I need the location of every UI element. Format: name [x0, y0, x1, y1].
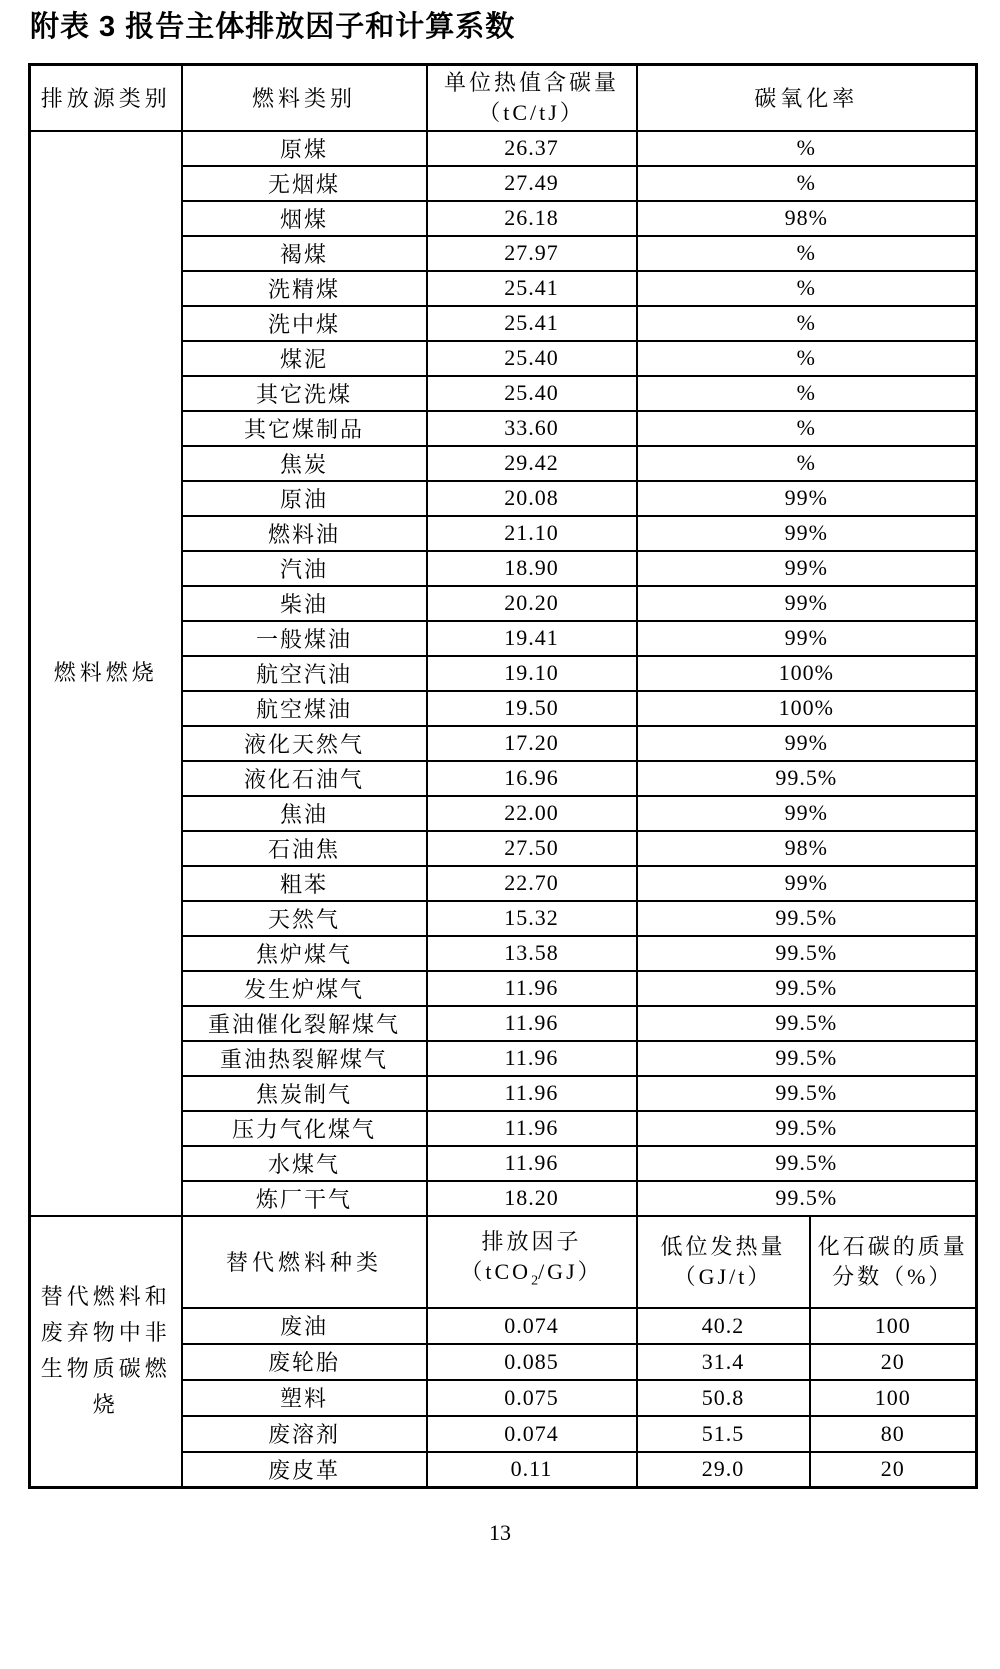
fuel-name-cell: 航空煤油 — [182, 691, 427, 726]
alt-header-fossil-fraction — [810, 1216, 977, 1308]
fuel-name-cell: 炼厂干气 — [182, 1181, 427, 1216]
fuel-name-cell: 焦油 — [182, 796, 427, 831]
fuel-name-cell: 粗苯 — [182, 866, 427, 901]
oxidation-rate-cell: 99.5% — [637, 1111, 977, 1146]
carbon-content-cell: 27.97 — [427, 236, 637, 271]
alt-fuel-name-cell: 废皮革 — [182, 1452, 427, 1488]
fossil-fraction-cell: 100 — [810, 1308, 977, 1344]
fuel-name-cell: 烟煤 — [182, 201, 427, 236]
heating-value-cell: 50.8 — [637, 1380, 810, 1416]
carbon-content-cell: 20.08 — [427, 481, 637, 516]
oxidation-rate-cell: 99.5% — [637, 901, 977, 936]
carbon-content-cell: 19.10 — [427, 656, 637, 691]
carbon-content-cell: 17.20 — [427, 726, 637, 761]
fossil-fraction-cell: 20 — [810, 1344, 977, 1380]
emission-factor-cell: 0.11 — [427, 1452, 637, 1488]
heating-value-cell: 40.2 — [637, 1308, 810, 1344]
oxidation-rate-cell: 98% — [637, 201, 977, 236]
alt-header-row — [30, 1216, 977, 1308]
fuel-name-cell: 其它煤制品 — [182, 411, 427, 446]
fuel-name-cell: 燃料油 — [182, 516, 427, 551]
header-source-category: 排放源类别 — [30, 65, 182, 131]
fuel-name-cell: 一般煤油 — [182, 621, 427, 656]
carbon-content-cell: 11.96 — [427, 1006, 637, 1041]
carbon-content-cell: 21.10 — [427, 516, 637, 551]
oxidation-rate-cell: % — [637, 131, 977, 166]
oxidation-rate-cell: % — [637, 306, 977, 341]
section1-body — [30, 131, 977, 1216]
header-carbon-content-unit: （tC/tJ） — [478, 99, 585, 125]
header-fuel-category: 燃料类别 — [182, 65, 427, 131]
fuel-name-cell: 汽油 — [182, 551, 427, 586]
fossil-fraction-cell: 20 — [810, 1452, 977, 1488]
fossil-fraction-cell: 100 — [810, 1380, 977, 1416]
carbon-content-cell: 11.96 — [427, 1041, 637, 1076]
carbon-content-cell: 29.42 — [427, 446, 637, 481]
heating-value-cell: 29.0 — [637, 1452, 810, 1488]
oxidation-rate-cell: 99% — [637, 866, 977, 901]
category-cell-fuel-combustion: 燃料燃烧 — [30, 131, 182, 1216]
fuel-name-cell: 焦炭制气 — [182, 1076, 427, 1111]
carbon-content-cell: 27.50 — [427, 831, 637, 866]
carbon-content-cell: 16.96 — [427, 761, 637, 796]
carbon-content-cell: 33.60 — [427, 411, 637, 446]
fuel-name-cell: 无烟煤 — [182, 166, 427, 201]
oxidation-rate-cell: % — [637, 376, 977, 411]
page-number: 13 — [489, 1520, 511, 1545]
oxidation-rate-cell: % — [637, 411, 977, 446]
carbon-content-cell: 15.32 — [427, 901, 637, 936]
carbon-content-cell: 11.96 — [427, 1111, 637, 1146]
emission-factor-cell: 0.085 — [427, 1344, 637, 1380]
alt-header-factor-line1: 排放因子 — [481, 1228, 582, 1254]
oxidation-rate-cell: % — [637, 236, 977, 271]
fuel-name-cell: 焦炉煤气 — [182, 936, 427, 971]
page-title: 附表 3 报告主体排放因子和计算系数 — [30, 11, 516, 43]
fuel-name-cell: 洗中煤 — [182, 306, 427, 341]
alt-header-fuel-type: 替代燃料种类 — [182, 1216, 427, 1308]
header-carbon-content — [427, 65, 637, 131]
carbon-content-cell: 13.58 — [427, 936, 637, 971]
carbon-content-cell: 18.90 — [427, 551, 637, 586]
oxidation-rate-cell: % — [637, 446, 977, 481]
carbon-content-cell: 22.70 — [427, 866, 637, 901]
emission-factor-cell: 0.075 — [427, 1380, 637, 1416]
oxidation-rate-cell: 99% — [637, 551, 977, 586]
oxidation-rate-cell: 99.5% — [637, 761, 977, 796]
oxidation-rate-cell: 99.5% — [637, 1006, 977, 1041]
heating-value-cell: 31.4 — [637, 1344, 810, 1380]
alt-fuel-name-cell: 废溶剂 — [182, 1416, 427, 1452]
carbon-content-cell: 26.37 — [427, 131, 637, 166]
fuel-name-cell: 重油热裂解煤气 — [182, 1041, 427, 1076]
carbon-content-cell: 22.00 — [427, 796, 637, 831]
carbon-content-cell: 25.41 — [427, 306, 637, 341]
table-header-body — [30, 65, 977, 131]
fuel-name-cell: 其它洗煤 — [182, 376, 427, 411]
heating-value-cell: 51.5 — [637, 1416, 810, 1452]
fossil-fraction-cell: 80 — [810, 1416, 977, 1452]
alt-fuel-name-cell: 废油 — [182, 1308, 427, 1344]
section2-body — [30, 1216, 977, 1488]
oxidation-rate-cell: 99.5% — [637, 1041, 977, 1076]
oxidation-rate-cell: % — [637, 166, 977, 201]
header-oxidation-rate: 碳氧化率 — [637, 65, 977, 131]
emission-factors-table — [28, 63, 978, 1489]
fuel-name-cell: 液化天然气 — [182, 726, 427, 761]
oxidation-rate-cell: % — [637, 271, 977, 306]
fuel-name-cell: 发生炉煤气 — [182, 971, 427, 1006]
fuel-name-cell: 洗精煤 — [182, 271, 427, 306]
fuel-name-cell: 重油催化裂解煤气 — [182, 1006, 427, 1041]
fuel-name-cell: 石油焦 — [182, 831, 427, 866]
oxidation-rate-cell: 99% — [637, 796, 977, 831]
carbon-content-cell: 11.96 — [427, 1076, 637, 1111]
alt-fuel-name-cell: 塑料 — [182, 1380, 427, 1416]
category-cell-alt-fuels: 替代燃料和废弃物中非生物质碳燃烧 — [30, 1216, 182, 1488]
fuel-name-cell: 压力气化煤气 — [182, 1111, 427, 1146]
oxidation-rate-cell: 99% — [637, 481, 977, 516]
fuel-name-cell: 原油 — [182, 481, 427, 516]
alt-fuel-name-cell: 废轮胎 — [182, 1344, 427, 1380]
header-carbon-content-line1: 单位热值含碳量 — [443, 69, 619, 95]
carbon-content-cell: 11.96 — [427, 971, 637, 1006]
carbon-content-cell: 18.20 — [427, 1181, 637, 1216]
oxidation-rate-cell: 99.5% — [637, 936, 977, 971]
oxidation-rate-cell: 100% — [637, 656, 977, 691]
alt-header-fossil-label: 化石碳的质量分数（%） — [817, 1233, 968, 1289]
alt-header-emission-factor — [427, 1216, 637, 1308]
oxidation-rate-cell: 99% — [637, 621, 977, 656]
alt-header-heat-line1: 低位发热量 — [660, 1233, 786, 1259]
oxidation-rate-cell: 99.5% — [637, 1181, 977, 1216]
carbon-content-cell: 20.20 — [427, 586, 637, 621]
table-row — [30, 131, 977, 166]
alt-header-heat-unit: （GJ/t） — [673, 1263, 773, 1289]
fuel-name-cell: 水煤气 — [182, 1146, 427, 1181]
carbon-content-cell: 19.41 — [427, 621, 637, 656]
fuel-name-cell: 柴油 — [182, 586, 427, 621]
oxidation-rate-cell: 99.5% — [637, 971, 977, 1006]
fuel-name-cell: 褐煤 — [182, 236, 427, 271]
alt-header-heating-value — [637, 1216, 810, 1308]
oxidation-rate-cell: % — [637, 341, 977, 376]
carbon-content-cell: 27.49 — [427, 166, 637, 201]
oxidation-rate-cell: 99% — [637, 586, 977, 621]
fuel-name-cell: 航空汽油 — [182, 656, 427, 691]
fuel-name-cell: 天然气 — [182, 901, 427, 936]
fuel-name-cell: 原煤 — [182, 131, 427, 166]
fuel-name-cell: 液化石油气 — [182, 761, 427, 796]
oxidation-rate-cell: 100% — [637, 691, 977, 726]
emission-factor-cell: 0.074 — [427, 1416, 637, 1452]
oxidation-rate-cell: 99% — [637, 516, 977, 551]
fuel-name-cell: 焦炭 — [182, 446, 427, 481]
carbon-content-cell: 25.40 — [427, 376, 637, 411]
carbon-content-cell: 25.41 — [427, 271, 637, 306]
carbon-content-cell: 25.40 — [427, 341, 637, 376]
carbon-content-cell: 26.18 — [427, 201, 637, 236]
oxidation-rate-cell: 99.5% — [637, 1076, 977, 1111]
carbon-content-cell: 19.50 — [427, 691, 637, 726]
table-header-row — [30, 65, 977, 131]
oxidation-rate-cell: 99.5% — [637, 1146, 977, 1181]
oxidation-rate-cell: 99% — [637, 726, 977, 761]
alt-header-factor-unit: （tCO$_2$/GJ） — [460, 1258, 603, 1289]
fuel-name-cell: 煤泥 — [182, 341, 427, 376]
oxidation-rate-cell: 98% — [637, 831, 977, 866]
emission-factor-cell: 0.074 — [427, 1308, 637, 1344]
carbon-content-cell: 11.96 — [427, 1146, 637, 1181]
